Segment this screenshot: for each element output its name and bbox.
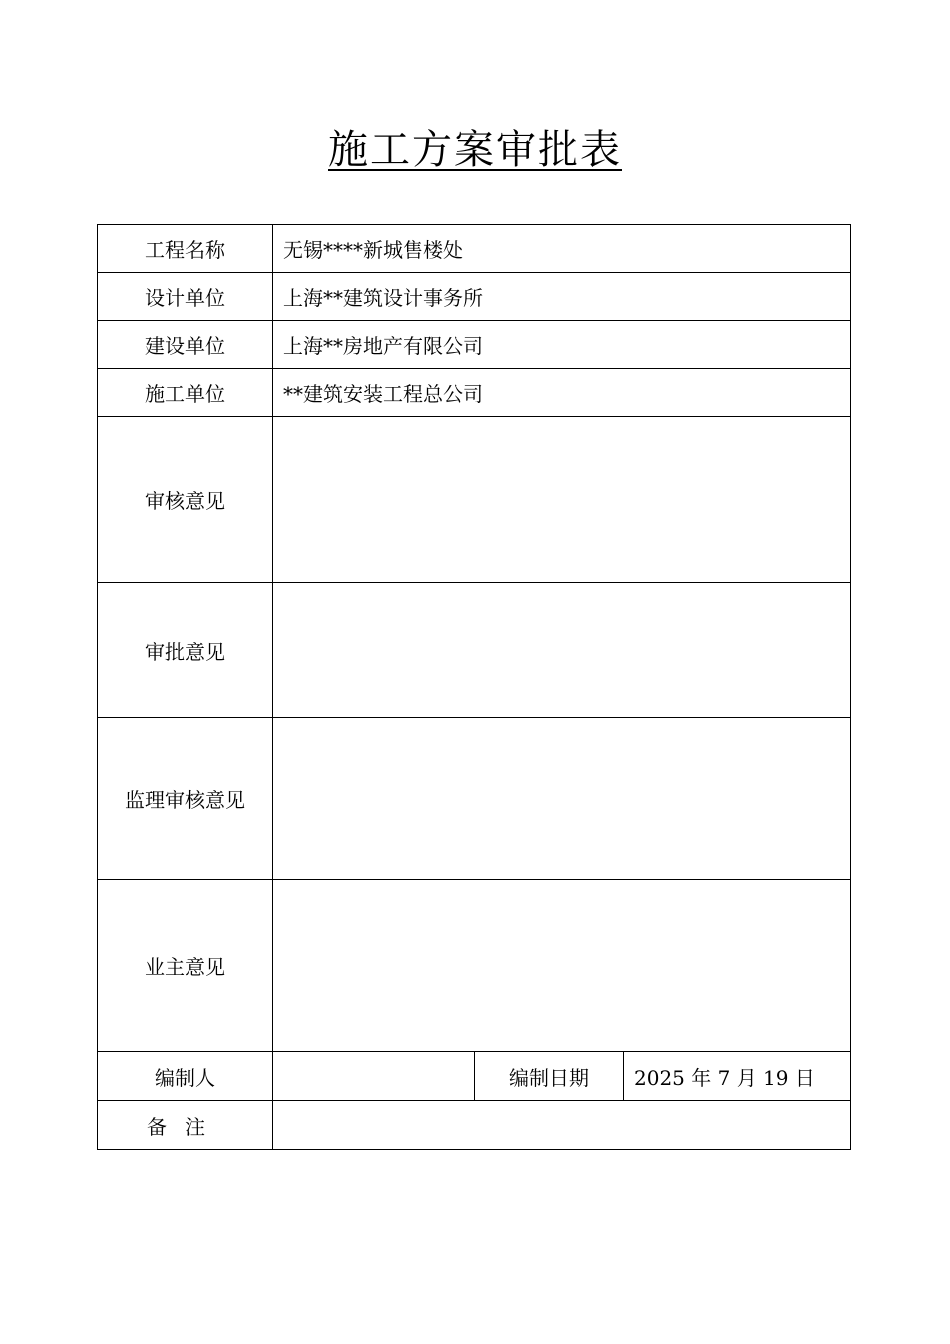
review-opinion-field[interactable]	[273, 417, 851, 583]
contractor-label: 施工单位	[98, 369, 273, 417]
author-field[interactable]	[273, 1052, 475, 1101]
owner-opinion-label: 业主意见	[98, 880, 273, 1052]
author-label: 编制人	[98, 1052, 273, 1101]
date-field[interactable]: 2025 年 7 月 19 日	[624, 1052, 851, 1101]
remark-field[interactable]	[273, 1101, 851, 1150]
project-name-label: 工程名称	[98, 225, 273, 273]
row-approval-opinion	[98, 583, 851, 718]
supervision-opinion-field[interactable]	[273, 718, 851, 880]
date-label: 编制日期	[475, 1052, 624, 1101]
row-design-unit	[98, 273, 851, 321]
construction-owner-value[interactable]: 上海**房地产有限公司	[273, 321, 851, 369]
supervision-opinion-label: 监理审核意见	[98, 718, 273, 880]
approval-form-table	[97, 224, 851, 1150]
row-review-opinion	[98, 417, 851, 583]
construction-owner-label: 建设单位	[98, 321, 273, 369]
row-remark	[98, 1101, 851, 1150]
contractor-value[interactable]: **建筑安装工程总公司	[273, 369, 851, 417]
page-title	[0, 124, 950, 176]
remark-label: 备注	[98, 1101, 273, 1150]
page-title-text: 施工方案审批表	[328, 127, 622, 173]
row-owner-opinion	[98, 880, 851, 1052]
design-unit-label: 设计单位	[98, 273, 273, 321]
row-contractor	[98, 369, 851, 417]
row-project-name	[98, 225, 851, 273]
approval-opinion-label: 审批意见	[98, 583, 273, 718]
design-unit-value[interactable]: 上海**建筑设计事务所	[273, 273, 851, 321]
owner-opinion-field[interactable]	[273, 880, 851, 1052]
row-author-date	[98, 1052, 851, 1101]
row-construction-owner	[98, 321, 851, 369]
approval-opinion-field[interactable]	[273, 583, 851, 718]
review-opinion-label: 审核意见	[98, 417, 273, 583]
project-name-value[interactable]: 无锡****新城售楼处	[273, 225, 851, 273]
row-supervision-opinion	[98, 718, 851, 880]
